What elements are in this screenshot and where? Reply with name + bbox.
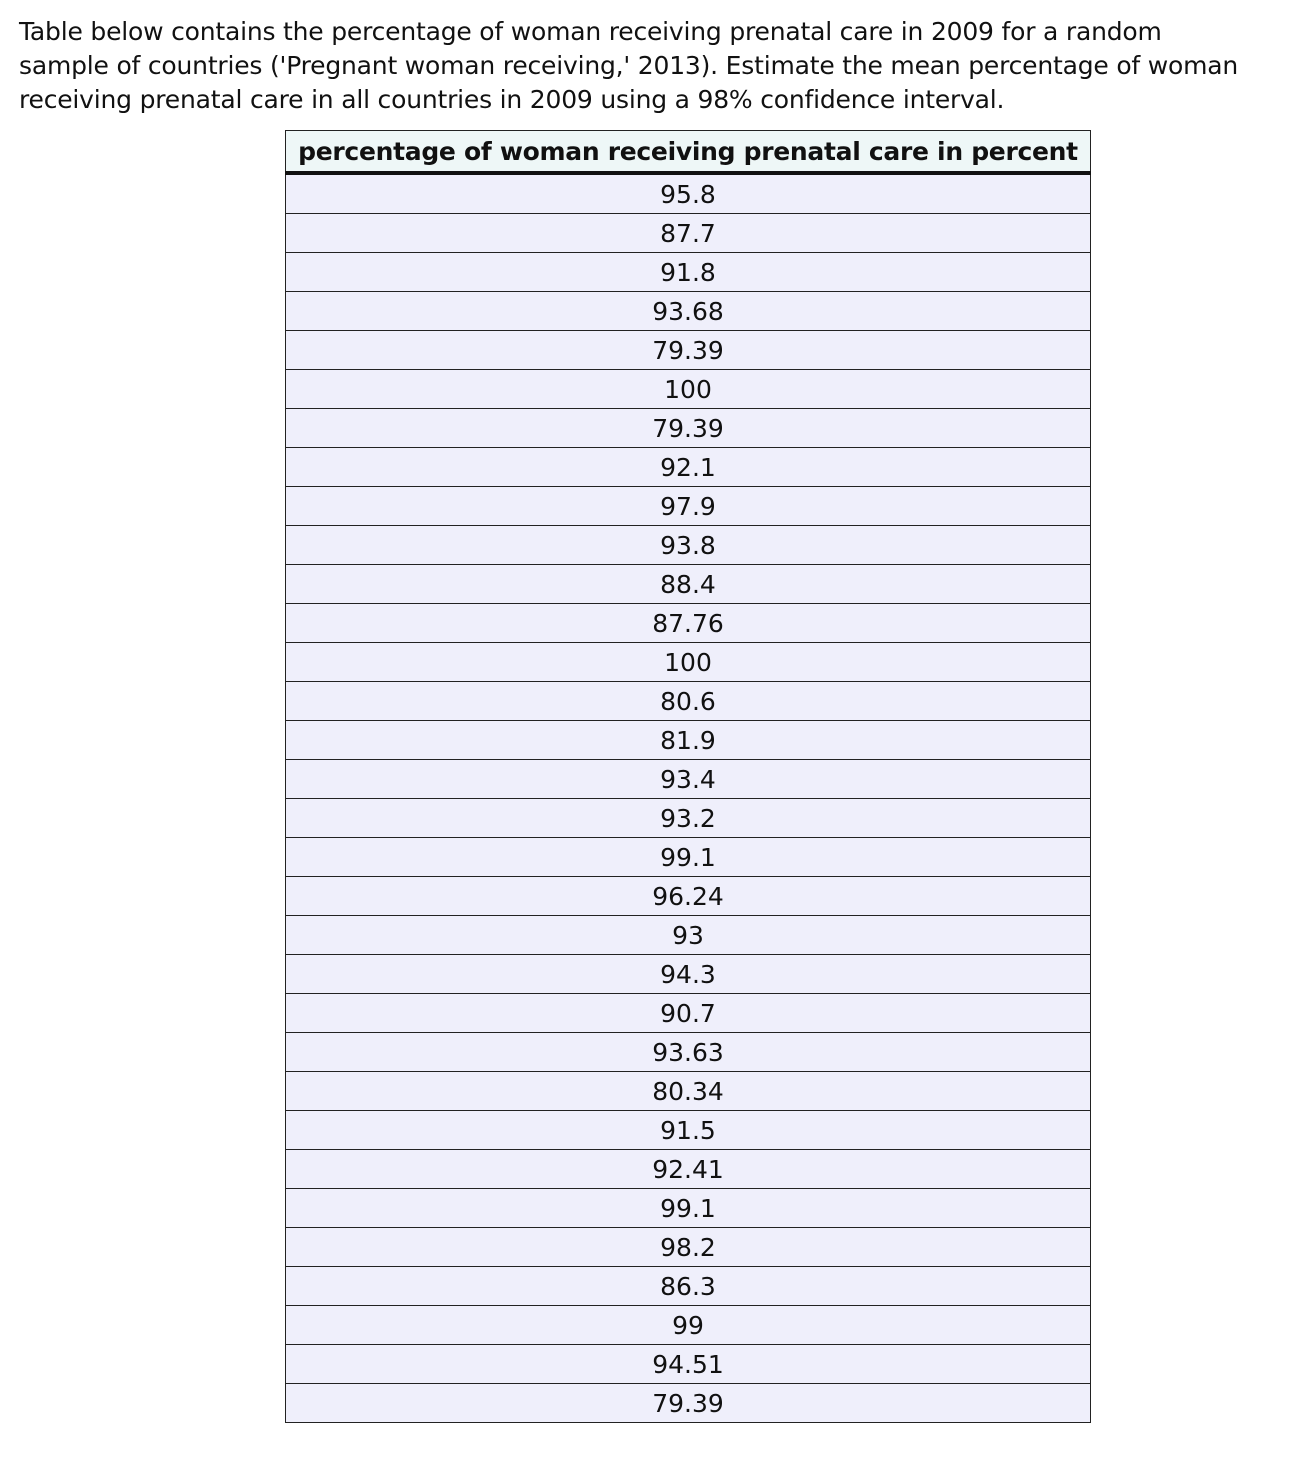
table-cell: 79.39	[286, 409, 1091, 448]
table-cell: 79.39	[286, 331, 1091, 370]
table-cell: 93.68	[286, 292, 1091, 331]
table-cell: 100	[286, 643, 1091, 682]
table-row	[286, 1306, 1091, 1345]
table-cell: 99.1	[286, 1189, 1091, 1228]
table-cell: 93.8	[286, 526, 1091, 565]
problem-line-1: Table below contains the percentage of woman receiving prenatal care in 2009 for a random	[19, 17, 1162, 46]
table-row	[286, 760, 1091, 799]
table-row	[286, 331, 1091, 370]
table-cell: 95.8	[286, 173, 1091, 214]
table-cell: 98.2	[286, 1228, 1091, 1267]
problem-statement	[19, 15, 1299, 117]
table-row	[286, 487, 1091, 526]
table-row	[286, 292, 1091, 331]
table-row	[286, 1072, 1091, 1111]
table-row	[286, 1345, 1091, 1384]
table-header-row	[286, 131, 1091, 174]
table-row	[286, 565, 1091, 604]
table-row	[286, 604, 1091, 643]
table-row	[286, 173, 1091, 214]
problem-line-2: sample of countries ('Pregnant woman receiving,' 2013). Estimate the mean percentage of woman	[19, 51, 1239, 80]
table-row	[286, 955, 1091, 994]
table-cell: 96.24	[286, 877, 1091, 916]
table-cell: 91.5	[286, 1111, 1091, 1150]
table-cell: 87.76	[286, 604, 1091, 643]
prenatal-care-table	[285, 130, 1091, 1423]
table-row	[286, 643, 1091, 682]
table-cell: 93	[286, 916, 1091, 955]
table-cell: 93.4	[286, 760, 1091, 799]
table-row	[286, 370, 1091, 409]
table-row	[286, 916, 1091, 955]
table-cell: 100	[286, 370, 1091, 409]
table-cell: 93.63	[286, 1033, 1091, 1072]
table-row	[286, 214, 1091, 253]
table-cell: 87.7	[286, 214, 1091, 253]
table-row	[286, 448, 1091, 487]
table-row	[286, 526, 1091, 565]
table-row	[286, 1033, 1091, 1072]
table-row	[286, 1189, 1091, 1228]
table-row	[286, 877, 1091, 916]
table-cell: 80.6	[286, 682, 1091, 721]
table-cell: 80.34	[286, 1072, 1091, 1111]
table-cell: 86.3	[286, 1267, 1091, 1306]
table-cell: 81.9	[286, 721, 1091, 760]
table-cell: 99.1	[286, 838, 1091, 877]
table-row	[286, 1150, 1091, 1189]
table-row	[286, 409, 1091, 448]
table-row	[286, 1228, 1091, 1267]
table-row	[286, 253, 1091, 292]
problem-line-3: receiving prenatal care in all countries in 2009 using a 98% confidence interval.	[19, 85, 1005, 114]
table-row	[286, 994, 1091, 1033]
column-header: percentage of woman receiving prenatal care in percent	[286, 131, 1091, 174]
table-cell: 88.4	[286, 565, 1091, 604]
table-row	[286, 799, 1091, 838]
table-row	[286, 1384, 1091, 1423]
table-cell: 94.3	[286, 955, 1091, 994]
table-row	[286, 721, 1091, 760]
table-cell: 90.7	[286, 994, 1091, 1033]
table-cell: 93.2	[286, 799, 1091, 838]
table-cell: 97.9	[286, 487, 1091, 526]
table-cell: 91.8	[286, 253, 1091, 292]
table-cell: 92.41	[286, 1150, 1091, 1189]
table-row	[286, 838, 1091, 877]
table-cell: 99	[286, 1306, 1091, 1345]
table-cell: 92.1	[286, 448, 1091, 487]
table-row	[286, 1267, 1091, 1306]
table-cell: 79.39	[286, 1384, 1091, 1423]
table-row	[286, 1111, 1091, 1150]
table-row	[286, 682, 1091, 721]
table-cell: 94.51	[286, 1345, 1091, 1384]
